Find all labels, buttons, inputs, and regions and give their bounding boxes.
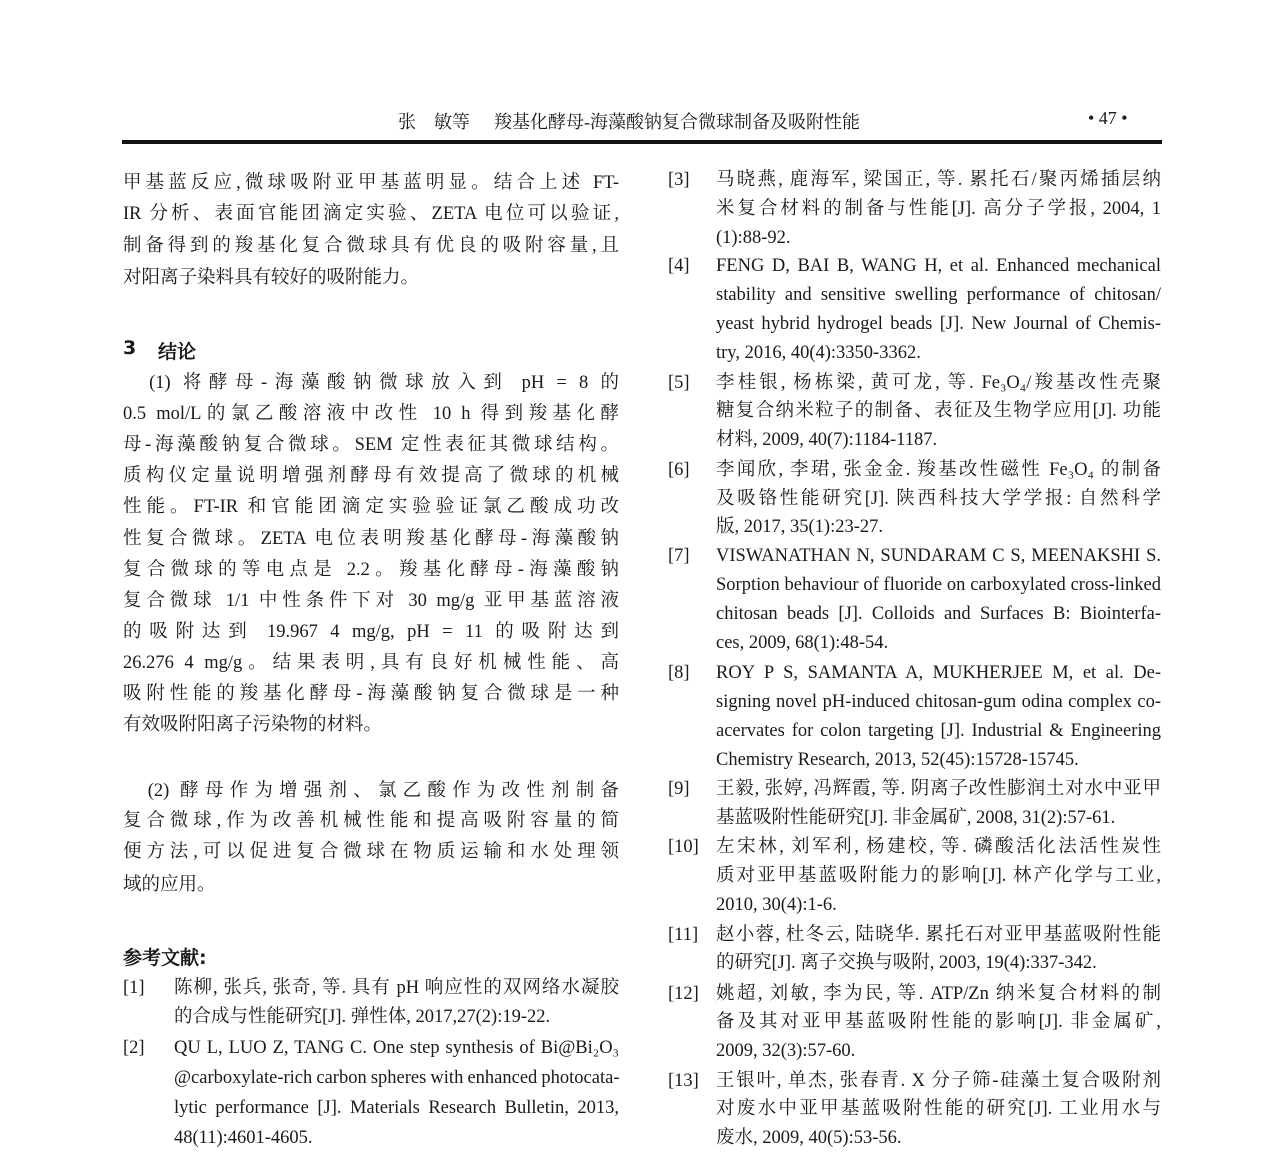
references-title: 参考文献:	[123, 947, 207, 969]
reference-number: [8]	[668, 663, 690, 683]
reference-line: QU L, LUO Z, TANG C. One step synthesis of Bi@Bi₂O₃	[174, 1038, 619, 1058]
page-number: • 47 •	[1088, 108, 1128, 128]
reference-line: Chemistry Research, 2013, 52(45):15728-15745.	[716, 750, 1079, 770]
paragraph-line: 对阳离子染料具有较好的吸附能力。	[123, 268, 420, 288]
paragraph-line: 性能。FT-IR 和官能团滴定实验验证氯乙酸成功改	[123, 497, 619, 518]
reference-line: 王银叶, 单杰, 张春青. X 分子筛-硅藻土复合吸附剂	[716, 1071, 1161, 1091]
reference-line: acervates for colon targeting [J]. Industrial & Engineering	[716, 721, 1161, 741]
reference-line: ces, 2009, 68(1):48-54.	[716, 633, 889, 653]
paragraph-line: 制备得到的羧基化复合微球具有优良的吸附容量,且	[123, 236, 619, 256]
reference-line: 2010, 30(4):1-6.	[716, 895, 837, 915]
paragraph-line: 26.276 4 mg/g。结果表明,具有良好机械性能、高	[123, 652, 619, 673]
reference-line: 的研究[J]. 离子交换与吸附, 2003, 19(4):337-342.	[716, 953, 1097, 973]
reference-line: try, 2016, 40(4):3350-3362.	[716, 343, 921, 363]
paragraph-line: 质构仪定量说明增强剂酵母有效提高了微球的机械	[123, 466, 619, 487]
reference-number: [10]	[668, 837, 699, 857]
reference-line: 版, 2017, 35(1):23-27.	[716, 517, 883, 537]
reference-line: 姚超, 刘敏, 李为民, 等. ATP/Zn 纳米复合材料的制	[716, 984, 1161, 1004]
reference-number: [12]	[668, 984, 699, 1004]
reference-line: 材料, 2009, 40(7):1184-1187.	[716, 430, 938, 450]
reference-number: [9]	[668, 779, 690, 799]
reference-number: [2]	[123, 1038, 145, 1058]
paragraph-line: 0.5 mol/L的氯乙酸溶液中改性 10 h 得到羧基化酵	[123, 404, 619, 425]
paragraph-line: 的吸附达到 19.967 4 mg/g, pH = 11 的吸附达到	[123, 621, 619, 642]
reference-line: 赵小蓉, 杜冬云, 陆晓华. 累托石对亚甲基蓝吸附性能	[716, 925, 1161, 945]
reference-number: [13]	[668, 1071, 699, 1091]
reference-line: 及吸铬性能研究[J]. 陕西科技大学学报: 自然科学	[716, 489, 1161, 509]
reference-number: [11]	[668, 925, 699, 945]
paragraph-line: 便方法,可以促进复合微球在物质运输和水处理领	[123, 842, 619, 862]
header-rule	[122, 140, 1162, 144]
reference-line: 的合成与性能研究[J]. 弹性体, 2017,27(2):19-22.	[174, 1007, 551, 1027]
section-number: 3	[123, 337, 137, 359]
section-title: 结论	[158, 341, 197, 363]
reference-line: ROY P S, SAMANTA A, MUKHERJEE M, et al. De-	[716, 663, 1161, 683]
reference-line: 米复合材料的制备与性能[J]. 高分子学报, 2004, 1	[716, 199, 1161, 219]
reference-line: 备及其对亚甲基蓝吸附性能的影响[J]. 非金属矿,	[716, 1012, 1161, 1032]
paragraph-line: (1) 将酵母-海藻酸钠微球放入到 pH = 8 的	[123, 373, 619, 393]
reference-number: [1]	[123, 978, 145, 998]
reference-line: 陈柳, 张兵, 张奇, 等. 具有 pH 响应性的双网络水凝胶	[174, 978, 619, 998]
paragraph-line: 复合微球,作为改善机械性能和提高吸附容量的简	[123, 811, 619, 831]
paragraph-line: (2) 酵母作为增强剂、氯乙酸作为改性剂制备	[123, 781, 619, 801]
reference-line: yeast hybrid hydrogel beads [J]. New Journal of Chemis-	[716, 314, 1161, 334]
reference-line: 王毅, 张婷, 冯辉霞, 等. 阴离子改性膨润土对水中亚甲	[716, 779, 1161, 799]
paragraph-line: 有效吸附阳离子污染物的材料。	[123, 715, 383, 736]
reference-number: [6]	[668, 460, 690, 480]
paragraph-line: 吸附性能的羧基化酵母-海藻酸钠复合微球是一种	[123, 684, 619, 704]
reference-line: 李闻欣, 李珺, 张金金. 羧基改性磁性 Fe₃O₄ 的制备	[716, 460, 1161, 480]
reference-number: [3]	[668, 170, 690, 190]
paragraph-line: 复合微球的等电点是 2.2。羧基化酵母-海藻酸钠	[123, 559, 619, 580]
reference-line: VISWANATHAN N, SUNDARAM C S, MEENAKSHI S.	[716, 546, 1161, 566]
reference-line: FENG D, BAI B, WANG H, et al. Enhanced mechanical	[716, 256, 1161, 276]
reference-line: 左宋林, 刘军利, 杨建校, 等. 磷酸活化法活性炭性	[716, 837, 1161, 857]
reference-line: lytic performance [J]. Materials Research Bulletin, 2013,	[174, 1098, 619, 1118]
reference-line: 糖复合纳米粒子的制备、表征及生物学应用[J]. 功能	[716, 401, 1161, 421]
reference-line: 48(11):4601-4605.	[174, 1128, 313, 1148]
reference-line: chitosan beads [J]. Colloids and Surfaces B: Biointerfa-	[716, 604, 1161, 624]
reference-line: 李桂银, 杨栋梁, 黄可龙, 等. Fe₃O₄/羧基改性壳聚	[716, 373, 1161, 393]
paragraph-line: 性复合微球。ZETA 电位表明羧基化酵母-海藻酸钠	[123, 528, 619, 549]
reference-line: stability and sensitive swelling performance of chitosan/	[716, 285, 1161, 305]
reference-line: 基蓝吸附性能研究[J]. 非金属矿, 2008, 31(2):57-61.	[716, 808, 1116, 828]
reference-number: [4]	[668, 256, 690, 276]
paragraph-line: 域的应用。	[123, 875, 216, 895]
paragraph-line: 甲基蓝反应,微球吸附亚甲基蓝明显。结合上述 FT-	[123, 173, 619, 193]
reference-number: [7]	[668, 546, 690, 566]
reference-line: 2009, 32(3):57-60.	[716, 1041, 856, 1061]
reference-line: signing novel pH-induced chitosan-gum odina complex co-	[716, 692, 1161, 712]
header-title: 羧基化酵母-海藻酸钠复合微球制备及吸附性能	[494, 112, 860, 132]
reference-line: @carboxylate-rich carbon spheres with enhanced photocata-	[174, 1068, 620, 1088]
paragraph-line: IR 分析、表面官能团滴定实验、ZETA 电位可以验证,	[123, 204, 619, 224]
paragraph-line: 母-海藻酸钠复合微球。SEM 定性表征其微球结构。	[123, 435, 619, 456]
header-authors: 张 敏等	[398, 112, 470, 132]
reference-line: 废水, 2009, 40(5):53-56.	[716, 1128, 902, 1148]
paragraph-line: 复合微球 1/1 中性条件下对 30 mg/g 亚甲基蓝溶液	[123, 590, 619, 611]
reference-line: 马晓燕, 鹿海军, 梁国正, 等. 累托石/聚丙烯插层纳	[716, 170, 1161, 190]
reference-line: 质对亚甲基蓝吸附能力的影响[J]. 林产化学与工业,	[716, 866, 1161, 886]
reference-line: 对废水中亚甲基蓝吸附性能的研究[J]. 工业用水与	[716, 1099, 1161, 1119]
reference-line: (1):88-92.	[716, 228, 791, 248]
reference-number: [5]	[668, 373, 690, 393]
reference-line: Sorption behaviour of fluoride on carboxylated cross-linked	[716, 575, 1161, 595]
